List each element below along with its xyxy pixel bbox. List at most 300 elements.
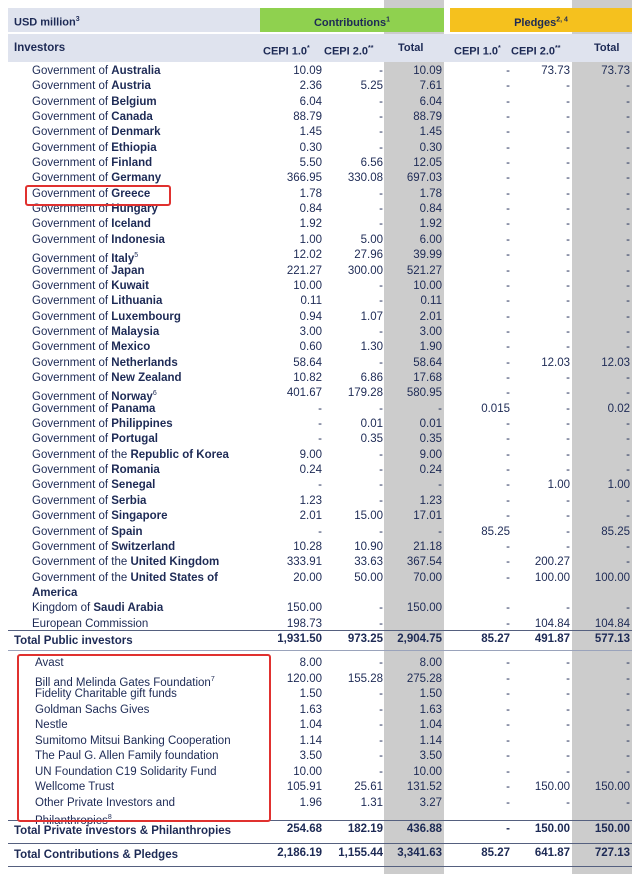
value-p2: -: [566, 657, 570, 669]
value-pt: -: [626, 80, 630, 92]
value-pt: -: [626, 433, 630, 445]
pledge-total-header: Total: [594, 42, 620, 54]
value-p1: -: [506, 449, 510, 461]
value-c2: -: [379, 479, 383, 491]
value-p1: -: [506, 797, 510, 809]
contributions-header: Contributions$^1$: [260, 8, 444, 32]
value-c1: 105.91: [286, 781, 322, 793]
investor-name: Germany: [111, 172, 162, 184]
investor-name: Sumitomo Mitsui Banking Cooperation: [35, 735, 231, 747]
investor-prefix: Government of: [32, 126, 112, 138]
value-c2: 1.31: [360, 797, 383, 809]
total-all-separator: [8, 843, 632, 844]
table-row-label: [32, 509, 168, 524]
footnote-ref: 5: [134, 252, 139, 259]
investor-prefix: European Commission: [32, 618, 149, 630]
value-pt: 73.73: [601, 65, 630, 77]
total-public-label: Total Public investors: [14, 635, 133, 647]
value-p1: -: [506, 234, 510, 246]
value-p2: -: [566, 157, 570, 169]
value-c1: 1.04: [299, 719, 322, 731]
value-c1: 2,186.19: [277, 847, 322, 859]
value-pt: -: [626, 311, 630, 323]
investor-name: UN Foundation C19 Solidarity Fund: [35, 766, 217, 778]
value-p1: -: [506, 510, 510, 522]
investor-prefix: Government of: [32, 280, 112, 292]
value-p1: -: [506, 495, 510, 507]
value-c2: 300.00: [347, 265, 383, 277]
value-pt: -: [626, 495, 630, 507]
value-p2: -: [566, 735, 570, 747]
value-c1: 1.14: [299, 735, 322, 747]
table-row-label: [32, 294, 162, 309]
value-ct: 1.23: [419, 495, 442, 507]
value-pt: -: [626, 735, 630, 747]
investor-name: Italy: [111, 252, 135, 265]
value-p2: -: [566, 719, 570, 731]
value-c1: 5.50: [299, 157, 322, 169]
investor-prefix: Government of the: [32, 556, 131, 568]
value-p2: 150.00: [534, 781, 570, 793]
value-p2: 12.03: [541, 357, 570, 369]
investor-prefix: Government of: [32, 203, 112, 215]
value-pt: 104.84: [594, 618, 630, 630]
value-p2: -: [566, 311, 570, 323]
value-c1: 10.00: [293, 766, 322, 778]
investor-name: Canada: [111, 111, 153, 123]
value-ct: 39.99: [413, 249, 442, 261]
investor-prefix: Government of: [32, 172, 112, 184]
investor-name: Spain: [111, 526, 143, 538]
value-p2: -: [566, 80, 570, 92]
value-p1: 85.27: [481, 633, 510, 645]
value-ct: 521.27: [406, 265, 442, 277]
value-c2: -: [379, 495, 383, 507]
value-c1: 198.73: [286, 618, 322, 630]
investor-name: Serbia: [111, 495, 147, 507]
value-p1: -: [506, 479, 510, 491]
value-ct: -: [438, 479, 442, 491]
investor-prefix: Government of: [32, 80, 112, 92]
value-p1: -: [506, 265, 510, 277]
value-p2: -: [566, 673, 570, 685]
value-c2: -: [379, 464, 383, 476]
value-c2: 182.19: [347, 823, 383, 835]
value-c2: -: [379, 96, 383, 108]
investor-name: Norway: [111, 390, 153, 403]
value-p2: -: [566, 326, 570, 338]
value-ct: 1.63: [419, 704, 442, 716]
value-ct: 367.54: [406, 556, 442, 568]
investor-name: Luxembourg: [111, 311, 181, 323]
value-p2: -: [566, 449, 570, 461]
value-p1: -: [506, 142, 510, 154]
value-ct: 0.84: [419, 203, 442, 215]
value-pt: -: [626, 673, 630, 685]
investor-prefix: Government of: [32, 403, 112, 415]
investor-prefix: Kingdom of: [32, 602, 94, 614]
investor-prefix: Government of: [32, 357, 112, 369]
value-pt: -: [626, 326, 630, 338]
value-p2: 200.27: [534, 556, 570, 568]
value-p1: -: [506, 704, 510, 716]
value-c1: 1.50: [299, 688, 322, 700]
investor-name: Portugal: [111, 433, 158, 445]
value-c1: 58.64: [293, 357, 322, 369]
investor-name: New Zealand: [111, 372, 182, 384]
value-pt: 150.00: [594, 823, 630, 835]
value-ct: 10.00: [413, 766, 442, 778]
value-ct: 12.05: [413, 157, 442, 169]
value-p2: 73.73: [541, 65, 570, 77]
value-c1: 0.24: [299, 464, 322, 476]
value-ct: 21.18: [413, 541, 442, 553]
contrib-cepi1-header: CEPI 1.0*: [263, 45, 310, 58]
value-ct: 0.30: [419, 142, 442, 154]
investor-prefix: Government of: [32, 157, 112, 169]
investor-name: Indonesia: [111, 234, 165, 246]
investor-prefix: Government of: [32, 510, 112, 522]
value-pt: 1.00: [607, 479, 630, 491]
value-p2: -: [566, 341, 570, 353]
value-ct: 7.61: [419, 80, 442, 92]
value-pt: -: [626, 111, 630, 123]
value-pt: -: [626, 157, 630, 169]
table-row-label: [32, 463, 160, 478]
value-c1: 9.00: [299, 449, 322, 461]
value-c2: 33.63: [354, 556, 383, 568]
table-bottom-border: [8, 866, 632, 867]
value-p2: -: [566, 433, 570, 445]
value-c2: -: [379, 526, 383, 538]
table-row-label: [32, 432, 158, 447]
value-p1: -: [506, 418, 510, 430]
table-row-label: [32, 356, 178, 371]
value-p2: -: [566, 265, 570, 277]
investor-prefix: Government of: [32, 265, 112, 277]
value-c1: 366.95: [286, 172, 322, 184]
value-p1: -: [506, 618, 510, 630]
value-c2: -: [379, 766, 383, 778]
value-pt: -: [626, 719, 630, 731]
investor-name-cont: America: [32, 587, 78, 599]
value-c1: 2.01: [299, 510, 322, 522]
value-c2: 5.00: [360, 234, 383, 246]
value-ct: 436.88: [406, 823, 442, 835]
total-all-label: Total Contributions & Pledges: [14, 849, 178, 861]
investor-name: Hungary: [111, 203, 158, 215]
value-p2: -: [566, 372, 570, 384]
investor-prefix: Government of: [32, 188, 112, 200]
currency-label: USD million$^3$: [14, 16, 80, 29]
table-row-label: [32, 156, 152, 171]
value-pt: -: [626, 766, 630, 778]
value-pt: 100.00: [594, 572, 630, 584]
value-p2: -: [566, 602, 570, 614]
table-row-label: [32, 571, 218, 586]
value-c2: -: [379, 704, 383, 716]
value-c1: 3.50: [299, 750, 322, 762]
investor-prefix: Government of: [32, 111, 112, 123]
table-row-label: [32, 525, 143, 540]
investor-prefix: Government of: [32, 418, 112, 430]
value-c2: 179.28: [347, 387, 383, 399]
investor-prefix: Government of: [32, 464, 112, 476]
value-c1: 0.84: [299, 203, 322, 215]
value-c1: 0.60: [299, 341, 322, 353]
value-c2: 1.07: [360, 311, 383, 323]
value-pt: -: [626, 449, 630, 461]
value-c1: 3.00: [299, 326, 322, 338]
table-row-label: [32, 540, 175, 555]
investor-name: Goldman Sachs Gives: [35, 704, 150, 716]
value-pt: -: [626, 218, 630, 230]
pledge-cepi2-header: CEPI 2.0**: [511, 45, 561, 58]
table-row-label: [32, 340, 150, 355]
table-row-label: [32, 402, 155, 417]
value-ct: 131.52: [406, 781, 442, 793]
value-p1: -: [506, 203, 510, 215]
value-pt: 577.13: [594, 633, 630, 645]
investor-prefix: Government of: [32, 65, 112, 77]
table-row-label: [32, 233, 165, 248]
investor-name: Lithuania: [111, 295, 163, 307]
value-c2: 27.96: [354, 249, 383, 261]
value-pt: -: [626, 510, 630, 522]
value-pt: -: [626, 657, 630, 669]
value-p1: -: [506, 295, 510, 307]
value-c2: -: [379, 188, 383, 200]
value-pt: -: [626, 341, 630, 353]
table-row-label: [32, 417, 173, 432]
value-p1: -: [506, 572, 510, 584]
value-p2: -: [566, 126, 570, 138]
value-ct: 2,904.75: [397, 633, 442, 645]
value-c1: 0.94: [299, 311, 322, 323]
value-p2: -: [566, 766, 570, 778]
value-c2: 15.00: [354, 510, 383, 522]
investor-name: Iceland: [111, 218, 151, 230]
investor-name: Philanthropies: [35, 814, 108, 827]
total-public-separator: [8, 630, 632, 631]
investor-name: Austria: [111, 80, 151, 92]
value-c2: -: [379, 65, 383, 77]
value-c2: -: [379, 719, 383, 731]
value-p2: -: [566, 142, 570, 154]
investor-name: The Paul G. Allen Family foundation: [35, 750, 219, 762]
investor-prefix: Government of: [32, 433, 112, 445]
value-p1: -: [506, 602, 510, 614]
value-c1: 12.02: [293, 249, 322, 261]
value-c2: -: [379, 735, 383, 747]
greece-highlight-box: [25, 185, 171, 206]
value-ct: 3,341.63: [397, 847, 442, 859]
value-p1: -: [506, 750, 510, 762]
value-p2: -: [566, 797, 570, 809]
value-c1: -: [318, 479, 322, 491]
value-c1: 401.67: [286, 387, 322, 399]
investor-prefix: Government of: [32, 234, 112, 246]
value-pt: -: [626, 688, 630, 700]
value-c1: 1.00: [299, 234, 322, 246]
investor-prefix: Government of: [32, 252, 112, 265]
investor-prefix: Government of: [32, 218, 112, 230]
investor-name: Netherlands: [111, 357, 178, 369]
table-row-label: [32, 310, 181, 325]
value-c2: -: [379, 688, 383, 700]
value-pt: -: [626, 556, 630, 568]
value-pt: -: [626, 797, 630, 809]
investor-name: Fidelity Charitable gift funds: [35, 688, 177, 700]
table-row-label: [32, 494, 146, 509]
value-c2: 25.61: [354, 781, 383, 793]
value-ct: 1.78: [419, 188, 442, 200]
value-ct: 70.00: [413, 572, 442, 584]
table-row-label: [32, 279, 149, 294]
table-row-label: [32, 110, 153, 125]
value-ct: -: [438, 403, 442, 415]
value-p2: 1.00: [547, 479, 570, 491]
value-pt: 150.00: [594, 781, 630, 793]
value-pt: 0.02: [607, 403, 630, 415]
investor-prefix: Government of the: [32, 449, 131, 461]
value-pt: -: [626, 280, 630, 292]
value-c1: 254.68: [286, 823, 322, 835]
footnote-ref: 7: [210, 676, 215, 683]
value-p1: -: [506, 357, 510, 369]
value-ct: 6.00: [419, 234, 442, 246]
header-row-1: [8, 8, 632, 32]
pledge-cepi1-header: CEPI 1.0*: [454, 45, 501, 58]
contrib-total-header: Total: [398, 42, 424, 54]
value-ct: 3.00: [419, 326, 442, 338]
value-c2: 50.00: [354, 572, 383, 584]
investor-name: Mexico: [111, 341, 151, 353]
value-pt: -: [626, 203, 630, 215]
value-p1: -: [506, 172, 510, 184]
value-c1: 6.04: [299, 96, 322, 108]
value-ct: 1.04: [419, 719, 442, 731]
value-c1: 88.79: [293, 111, 322, 123]
value-ct: 0.11: [420, 295, 442, 307]
value-c1: 0.11: [300, 295, 322, 307]
value-c2: 155.28: [347, 673, 383, 685]
value-p1: -: [506, 673, 510, 685]
value-p2: 491.87: [534, 633, 570, 645]
investor-prefix: Government of: [32, 96, 112, 108]
value-c1: 0.30: [299, 142, 322, 154]
investor-name: United Kingdom: [130, 556, 220, 568]
value-c1: 120.00: [286, 673, 322, 685]
value-p1: -: [506, 188, 510, 200]
value-p2: -: [566, 188, 570, 200]
value-p2: -: [566, 280, 570, 292]
value-c2: 6.86: [360, 372, 383, 384]
private-investors-highlight-box: [17, 654, 271, 822]
investor-name: Australia: [111, 65, 161, 77]
value-p1: 85.27: [481, 847, 510, 859]
table-row-label: [32, 64, 160, 79]
value-p2: -: [566, 750, 570, 762]
value-p1: -: [506, 541, 510, 553]
value-c1: -: [318, 403, 322, 415]
investor-prefix: Government of: [32, 390, 112, 403]
value-ct: 580.95: [406, 387, 442, 399]
value-pt: -: [626, 234, 630, 246]
value-c2: -: [379, 203, 383, 215]
value-ct: 697.03: [406, 172, 442, 184]
value-p1: -: [506, 766, 510, 778]
value-p2: -: [566, 688, 570, 700]
value-c1: -: [318, 433, 322, 445]
value-p1: -: [506, 433, 510, 445]
total-private-label: Total Private investors & Philanthropies: [14, 825, 232, 837]
investor-prefix: Government of the: [32, 572, 131, 584]
investor-name: Panama: [111, 403, 156, 415]
contrib-cepi2-header: CEPI 2.0**: [324, 45, 374, 58]
footnote-ref: 8: [107, 814, 112, 821]
investor-name: Senegal: [111, 479, 156, 491]
value-p2: -: [566, 111, 570, 123]
table-row-label: [32, 264, 145, 279]
value-c2: -: [379, 126, 383, 138]
value-c2: 6.56: [360, 157, 383, 169]
value-c2: -: [379, 357, 383, 369]
value-p1: -: [506, 80, 510, 92]
value-p1: -: [506, 719, 510, 731]
value-c1: 1.63: [299, 704, 322, 716]
value-ct: 8.00: [419, 657, 442, 669]
investor-name: United States of: [130, 572, 218, 584]
investor-prefix: Government of: [32, 526, 112, 538]
value-p1: -: [506, 218, 510, 230]
value-ct: 88.79: [413, 111, 442, 123]
investor-name: Finland: [111, 157, 153, 169]
header-row-2: [8, 34, 632, 62]
value-c2: -: [379, 602, 383, 614]
value-pt: -: [626, 265, 630, 277]
value-c1: 1.96: [299, 797, 322, 809]
value-pt: 12.03: [601, 357, 630, 369]
value-p2: 641.87: [534, 847, 570, 859]
value-c2: 330.08: [347, 172, 383, 184]
value-pt: -: [626, 541, 630, 553]
value-p2: -: [566, 704, 570, 716]
table-row-label: [32, 601, 163, 616]
value-ct: 10.09: [413, 65, 442, 77]
value-pt: -: [626, 602, 630, 614]
value-ct: 2.01: [419, 311, 442, 323]
value-c1: 10.82: [293, 372, 322, 384]
value-c2: -: [379, 750, 383, 762]
value-pt: -: [626, 418, 630, 430]
value-c2: -: [379, 280, 383, 292]
footnote-ref: 6: [152, 390, 157, 397]
value-c2: -: [379, 657, 383, 669]
investor-prefix: Government of: [32, 142, 112, 154]
value-p2: -: [566, 387, 570, 399]
investor-prefix: Government of: [32, 541, 112, 553]
value-p1: -: [506, 326, 510, 338]
value-p1: -: [506, 96, 510, 108]
pledges-header: Pledges$^{2, 4}$: [450, 8, 632, 32]
value-p2: -: [566, 218, 570, 230]
value-p1: -: [506, 688, 510, 700]
value-ct: 17.01: [413, 510, 442, 522]
value-c2: -: [379, 218, 383, 230]
value-pt: -: [626, 750, 630, 762]
private-separator: [8, 650, 632, 651]
